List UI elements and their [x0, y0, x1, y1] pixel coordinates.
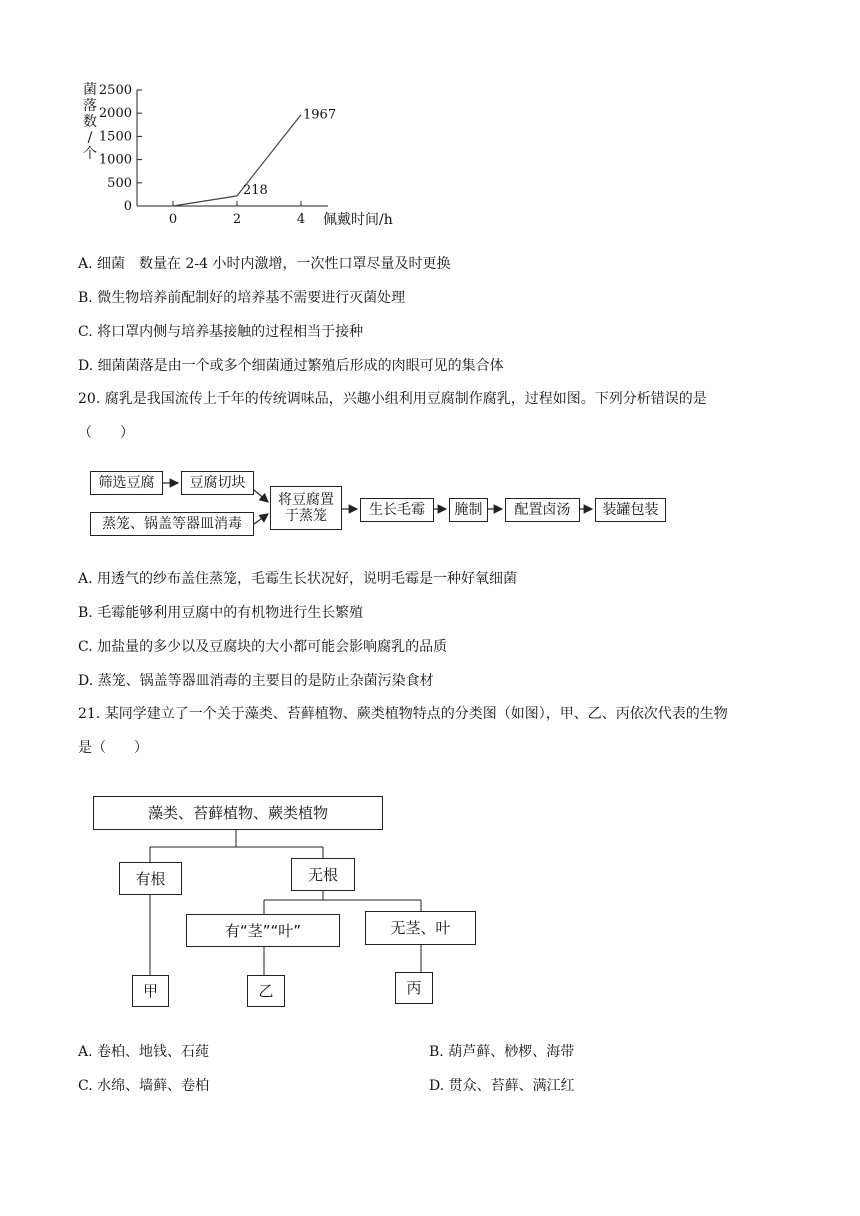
q20-stem-bracket: （ ）	[78, 425, 134, 441]
x-axis-label: 佩戴时间/h	[323, 212, 393, 228]
data-label: 218	[243, 182, 268, 198]
flow-select-tofu: 筛选豆腐	[90, 471, 163, 495]
y-axis-label-char: 数	[83, 114, 97, 130]
q19-option-a: A. 细菌 数量在 2-4 小时内激增，一次性口罩尽量及时更换	[78, 256, 451, 272]
tree-bing-box: 丙	[395, 972, 433, 1004]
flow-cut-tofu: 豆腐切块	[181, 471, 254, 495]
q20-option-c: C. 加盐量的多少以及豆腐块的大小都可能会影响腐乳的品质	[78, 639, 448, 655]
flow-brine: 配置卤汤	[505, 498, 580, 522]
tree-no-stem-leaf-box: 无茎、叶	[365, 911, 476, 945]
q19-option-d: D. 细菌菌落是由一个或多个细菌通过繁殖后形成的肉眼可见的集合体	[78, 358, 504, 374]
y-tick-label: 0	[123, 199, 132, 214]
flow-place-tofu-line2: 于蒸笼	[285, 508, 327, 524]
tree-yi-box: 乙	[247, 975, 285, 1007]
flow-place-tofu	[270, 486, 342, 530]
colony-count-chart	[70, 78, 393, 238]
tree-jia-box: 甲	[132, 975, 169, 1007]
y-tick-label: 2500	[98, 83, 132, 98]
tree-no-root-box: 无根	[291, 858, 355, 891]
y-tick-label: 1000	[98, 152, 132, 168]
q21-stem: 21. 某同学建立了一个关于藻类、苔藓植物、蕨类植物特点的分类图（如图），甲、乙、丙依次代表的生物	[78, 706, 728, 722]
q21-option-c: C. 水绵、墙藓、卷柏	[78, 1078, 210, 1094]
x-tick-label: 2	[232, 212, 242, 227]
q21-option-a: A. 卷柏、地钱、石莼	[78, 1044, 210, 1060]
y-axis-label-char: /	[87, 130, 93, 146]
flow-pickle: 腌制	[449, 498, 488, 522]
q19-option-b: B. 微生物培养前配制好的培养基不需要进行灭菌处理	[78, 290, 406, 306]
data-label: 1967	[303, 107, 337, 123]
flow-disinfect-utensils: 蒸笼、锅盖等器皿消毒	[90, 512, 254, 536]
q20-option-b: B. 毛霉能够利用豆腐中的有机物进行生长繁殖	[78, 605, 364, 621]
series-line	[173, 115, 301, 206]
tree-root-box: 藻类、苔藓植物、蕨类植物	[93, 796, 383, 830]
y-axis-label-char: 落	[83, 98, 97, 114]
x-tick-label: 0	[168, 212, 178, 227]
y-tick-label: 500	[107, 175, 132, 191]
tree-has-root-box: 有根	[119, 862, 182, 895]
y-tick-label: 1500	[98, 129, 132, 145]
flow-place-tofu-line1: 将豆腐置	[278, 492, 334, 508]
q19-option-c: C. 将口罩内侧与培养基接触的过程相当于接种	[78, 324, 364, 340]
tree-has-stem-leaf-box: 有“茎”“叶”	[186, 914, 340, 947]
q21-stem-cont: 是（ ）	[78, 740, 148, 756]
y-axis-label-char: 菌	[83, 82, 97, 98]
y-axis-label-char: 个	[83, 146, 97, 162]
flow-grow-mucor: 生长毛霉	[360, 498, 434, 522]
x-tick-label: 4	[296, 212, 306, 227]
q21-option-b: B. 葫芦藓、桫椤、海带	[429, 1044, 575, 1060]
y-tick-label: 2000	[98, 106, 132, 122]
q21-option-d: D. 贯众、苔藓、满江红	[429, 1078, 575, 1094]
q20-stem: 20. 腐乳是我国流传上千年的传统调味品，兴趣小组利用豆腐制作腐乳，过程如图。下列分析错误的是	[78, 391, 707, 407]
q20-option-a: A. 用透气的纱布盖住蒸笼，毛霉生长状况好，说明毛霉是一种好氧细菌	[78, 571, 518, 587]
flow-package: 装罐包装	[595, 498, 666, 522]
q20-option-d: D. 蒸笼、锅盖等器皿消毒的主要目的是防止杂菌污染食材	[78, 673, 434, 689]
